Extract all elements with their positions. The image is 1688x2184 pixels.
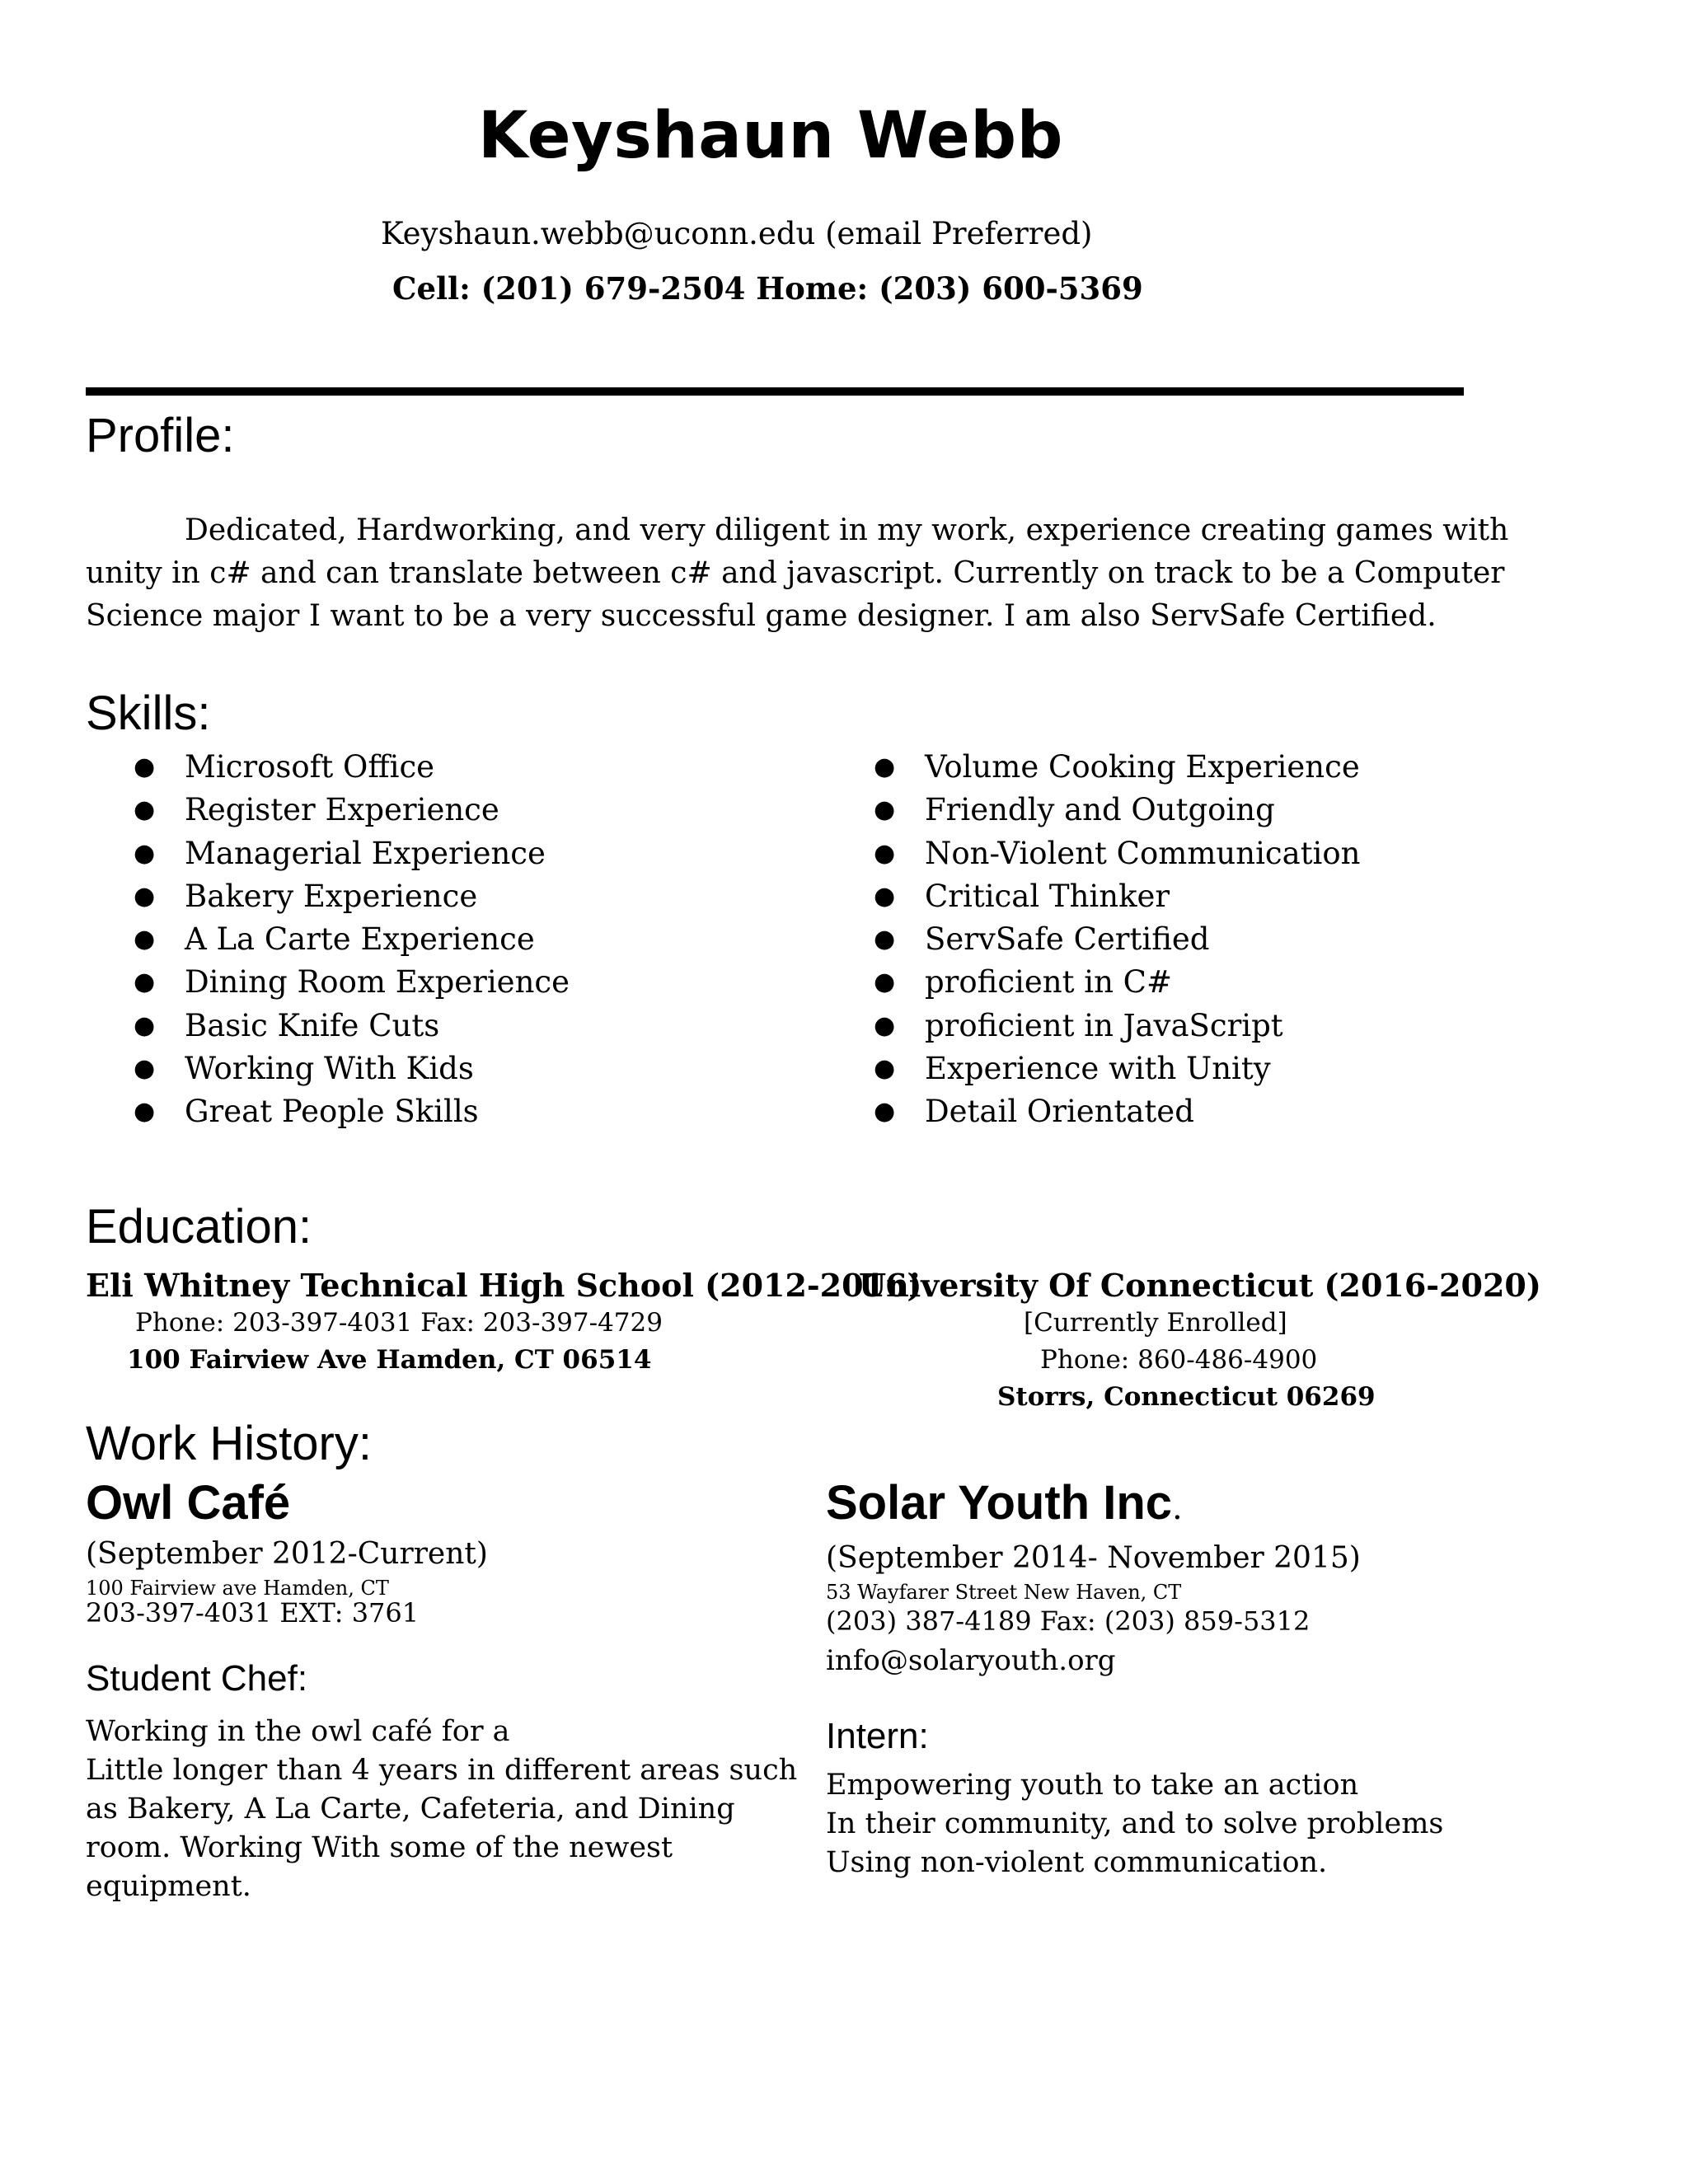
bullet-icon: ●: [134, 795, 156, 825]
school-1-name: Eli Whitney Technical High School (2012-2016): [86, 1267, 922, 1304]
skill-item: ● Friendly and Outgoing: [826, 789, 1361, 832]
job-1-description: [86, 1713, 797, 1906]
skill-item: ● Great People Skills: [86, 1090, 570, 1133]
bullet-icon: ●: [874, 1097, 896, 1127]
skill-item: ● Basic Knife Cuts: [86, 1005, 570, 1047]
bullet-icon: ●: [874, 752, 896, 781]
skill-item: ● Critical Thinker: [826, 875, 1361, 918]
skill-item: ● Managerial Experience: [86, 832, 570, 875]
profile-line: unity in c# and can translate between c# and javascript. Currently on track to be a Computer: [86, 556, 1505, 590]
skill-item: ● Volume Cooking Experience: [826, 746, 1361, 789]
resume-name: Keyshaun Webb: [478, 99, 1063, 173]
skill-item: ● Microsoft Office: [86, 746, 570, 789]
job-2-dates: (September 2014- November 2015): [826, 1541, 1361, 1575]
school-2-phone: Phone: 860-486-4900: [1040, 1345, 1318, 1375]
job-2-company: Solar Youth Inc.: [826, 1476, 1183, 1530]
job-2-description: [826, 1766, 1443, 1882]
job-2-email: info@solaryouth.org: [826, 1644, 1116, 1677]
skill-item: ● Register Experience: [86, 789, 570, 832]
job-2-desc-line: In their community, and to solve problems: [826, 1807, 1444, 1840]
job-2-desc-line: Using non-violent communication.: [826, 1846, 1328, 1879]
skill-item: ● Non-Violent Communication: [826, 832, 1361, 875]
skills-list-left: [86, 746, 570, 1134]
bullet-icon: ●: [874, 968, 896, 997]
bullet-icon: ●: [874, 1054, 896, 1084]
skills-list-right: [826, 746, 1361, 1134]
job-1-desc-line: Working in the owl café for a: [86, 1715, 510, 1748]
job-1-phone: 203-397-4031 EXT: 3761: [86, 1597, 420, 1629]
skill-item: ● Detail Orientated: [826, 1090, 1361, 1133]
job-1-company: Owl Café: [86, 1476, 291, 1530]
bullet-icon: ●: [134, 1054, 156, 1084]
skill-item: ● A La Carte Experience: [86, 918, 570, 961]
job-1-desc-line: as Bakery, A La Carte, Cafeteria, and Dining: [86, 1793, 735, 1825]
bullet-icon: ●: [134, 752, 156, 781]
work-history-heading: Work History:: [86, 1417, 372, 1470]
job-2-address: 53 Wayfarer Street New Haven, CT: [826, 1581, 1182, 1604]
bullet-icon: ●: [874, 795, 896, 825]
bullet-icon: ●: [134, 881, 156, 911]
profile-line: Dedicated, Hardworking, and very diligent in my work, experience creating games with: [185, 513, 1509, 547]
bullet-icon: ●: [134, 925, 156, 954]
bullet-icon: ●: [874, 925, 896, 954]
phones-line: Cell: (201) 679-2504 Home: (203) 600-5369: [392, 270, 1143, 307]
job-1-desc-line: equipment.: [86, 1870, 251, 1903]
bullet-icon: ●: [874, 838, 896, 868]
skill-item: ● Dining Room Experience: [86, 961, 570, 1004]
skill-item: ● Bakery Experience: [86, 875, 570, 918]
skills-heading: Skills:: [86, 687, 211, 740]
skill-item: ● Experience with Unity: [826, 1047, 1361, 1090]
skill-item: ● proficient in C#: [826, 961, 1361, 1004]
school-1-phone: Phone: 203-397-4031 Fax: 203-397-4729: [135, 1308, 663, 1338]
bullet-icon: ●: [134, 1097, 156, 1127]
education-heading: Education:: [86, 1200, 312, 1254]
bullet-icon: ●: [874, 1010, 896, 1040]
school-2-name: University Of Connecticut (2016-2020): [859, 1267, 1541, 1304]
skill-item: ● Working With Kids: [86, 1047, 570, 1090]
job-1-address: 100 Fairview ave Hamden, CT: [86, 1577, 389, 1600]
profile-heading: Profile:: [86, 409, 235, 462]
header-divider: [86, 387, 1464, 396]
bullet-icon: ●: [134, 1010, 156, 1040]
skill-item: ● proficient in JavaScript: [826, 1005, 1361, 1047]
job-1-dates: (September 2012-Current): [86, 1537, 488, 1571]
job-1-desc-line: Little longer than 4 years in different areas such: [86, 1754, 798, 1787]
bullet-icon: ●: [134, 968, 156, 997]
email-line: Keyshaun.webb@uconn.edu (email Preferred): [381, 216, 1093, 251]
skill-item: ● ServSafe Certified: [826, 918, 1361, 961]
job-2-phone: (203) 387-4189 Fax: (203) 859-5312: [826, 1605, 1311, 1637]
bullet-icon: ●: [874, 881, 896, 911]
profile-text: [86, 509, 1509, 638]
job-1-desc-line: room. Working With some of the newest: [86, 1831, 673, 1864]
job-2-desc-line: Empowering youth to take an action: [826, 1769, 1359, 1802]
job-1-role: Student Chef:: [86, 1658, 308, 1699]
job-2-role: Intern:: [826, 1716, 929, 1756]
school-1-address: 100 Fairview Ave Hamden, CT 06514: [127, 1345, 652, 1375]
school-2-address: Storrs, Connecticut 06269: [997, 1382, 1376, 1412]
school-2-status: [Currently Enrolled]: [1024, 1308, 1287, 1338]
profile-line: Science major I want to be a very successful game designer. I am also ServSafe Certified.: [86, 599, 1437, 633]
bullet-icon: ●: [134, 838, 156, 868]
